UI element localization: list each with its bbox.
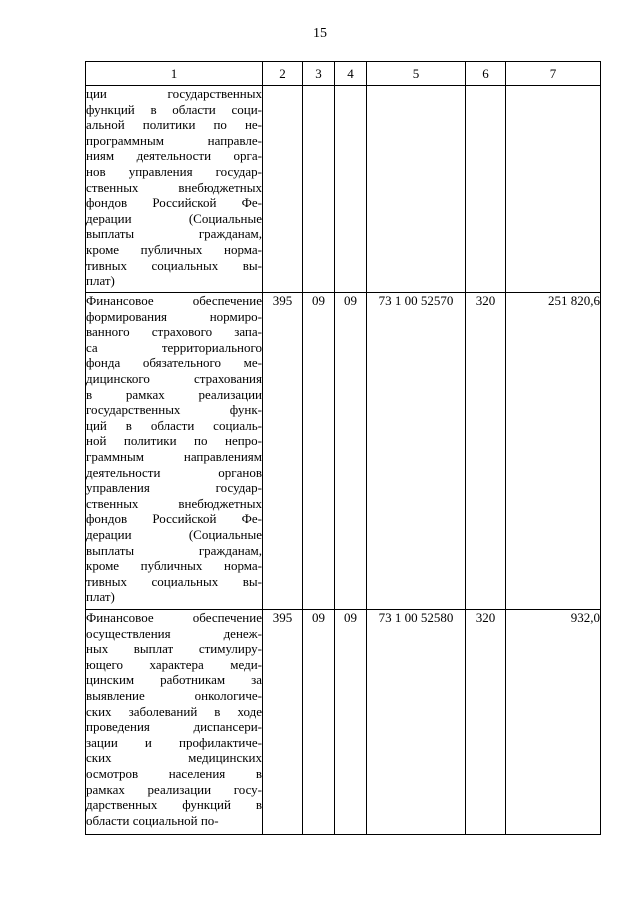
header-col-4: 4 <box>335 62 367 86</box>
description-line: цинским работникам за <box>86 672 262 688</box>
cell-amount <box>506 86 601 293</box>
description-line: ванного страхового запа- <box>86 324 262 340</box>
cell-subsection: 09 <box>335 293 367 610</box>
description-line: са территориального <box>86 339 262 355</box>
cell-grbs: 395 <box>263 293 303 610</box>
row-description <box>86 610 263 835</box>
description-line: выплаты гражданам, <box>86 226 262 242</box>
header-col-5: 5 <box>367 62 466 86</box>
description-line: фондов Российской Фе- <box>86 511 262 527</box>
description-line: ских заболеваний в ходе <box>86 703 262 719</box>
cell-subsection: 09 <box>335 610 367 835</box>
description-line: государственных функ- <box>86 402 262 418</box>
header-col-3: 3 <box>303 62 335 86</box>
description-line: дерации (Социальные <box>86 210 262 226</box>
description-line: фонда обязательного ме- <box>86 355 262 371</box>
cell-grbs: 395 <box>263 610 303 835</box>
table-row <box>86 86 601 293</box>
page-number: 15 <box>313 26 327 41</box>
description-line: ющего характера меди- <box>86 656 262 672</box>
table-row <box>86 293 601 610</box>
description-line: тивных социальных вы- <box>86 257 262 273</box>
row-description <box>86 293 263 610</box>
description-line: тивных социальных вы- <box>86 573 262 589</box>
description-line: дицинского страхования <box>86 370 262 386</box>
description-line: в рамках реализации <box>86 386 262 402</box>
cell-target-article: 73 1 00 52580 <box>367 610 466 835</box>
description-line: проведения диспансери- <box>86 719 262 735</box>
description-line: функций в области соци- <box>86 101 262 117</box>
description-line: формирования нормиро- <box>86 308 262 324</box>
description-line: выплаты гражданам, <box>86 542 262 558</box>
description-line: кроме публичных норма- <box>86 241 262 257</box>
description-line: ций в области социаль- <box>86 417 262 433</box>
cell-subsection <box>335 86 367 293</box>
cell-amount: 932,0 <box>506 610 601 835</box>
description-line: фондов Российской Фе- <box>86 195 262 211</box>
budget-table <box>85 61 601 835</box>
description-line: граммным направлениям <box>86 448 262 464</box>
cell-target-article <box>367 86 466 293</box>
description-line: дарственных функций в <box>86 797 262 813</box>
cell-amount: 251 820,6 <box>506 293 601 610</box>
cell-section: 09 <box>303 293 335 610</box>
description-line: дерации (Социальные <box>86 526 262 542</box>
description-line: альной политики по не- <box>86 117 262 133</box>
description-line: ских медицинских <box>86 750 262 766</box>
description-line: осуществления денеж- <box>86 625 262 641</box>
description-line: управления государ- <box>86 480 262 496</box>
cell-grbs <box>263 86 303 293</box>
description-line: рамках реализации госу- <box>86 781 262 797</box>
cell-expense-type <box>466 86 506 293</box>
cell-target-article: 73 1 00 52570 <box>367 293 466 610</box>
description-line: программным направле- <box>86 132 262 148</box>
row-description <box>86 86 263 293</box>
description-line: ции государственных <box>86 86 262 101</box>
description-line: кроме публичных норма- <box>86 558 262 574</box>
description-line: области социальной по- <box>86 812 219 828</box>
table-header-row <box>86 62 601 86</box>
description-line: ственных внебюджетных <box>86 495 262 511</box>
cell-expense-type: 320 <box>466 293 506 610</box>
description-line: плат) <box>86 273 115 289</box>
header-col-6: 6 <box>466 62 506 86</box>
description-line: зации и профилактиче- <box>86 734 262 750</box>
description-line: ственных внебюджетных <box>86 179 262 195</box>
cell-section: 09 <box>303 610 335 835</box>
header-col-2: 2 <box>263 62 303 86</box>
table-row <box>86 610 601 835</box>
cell-expense-type: 320 <box>466 610 506 835</box>
description-line: нов управления государ- <box>86 163 262 179</box>
header-col-7: 7 <box>506 62 601 86</box>
description-line: Финансовое обеспечение <box>86 610 262 625</box>
description-line: ных выплат стимулиру- <box>86 641 262 657</box>
description-line: деятельности органов <box>86 464 262 480</box>
description-line: выявление онкологиче- <box>86 687 262 703</box>
description-line: плат) <box>86 589 115 605</box>
description-line: ниям деятельности орга- <box>86 148 262 164</box>
cell-section <box>303 86 335 293</box>
description-line: осмотров населения в <box>86 765 262 781</box>
header-col-1: 1 <box>86 62 263 86</box>
description-line: ной политики по непро- <box>86 433 262 449</box>
description-line: Финансовое обеспечение <box>86 293 262 308</box>
